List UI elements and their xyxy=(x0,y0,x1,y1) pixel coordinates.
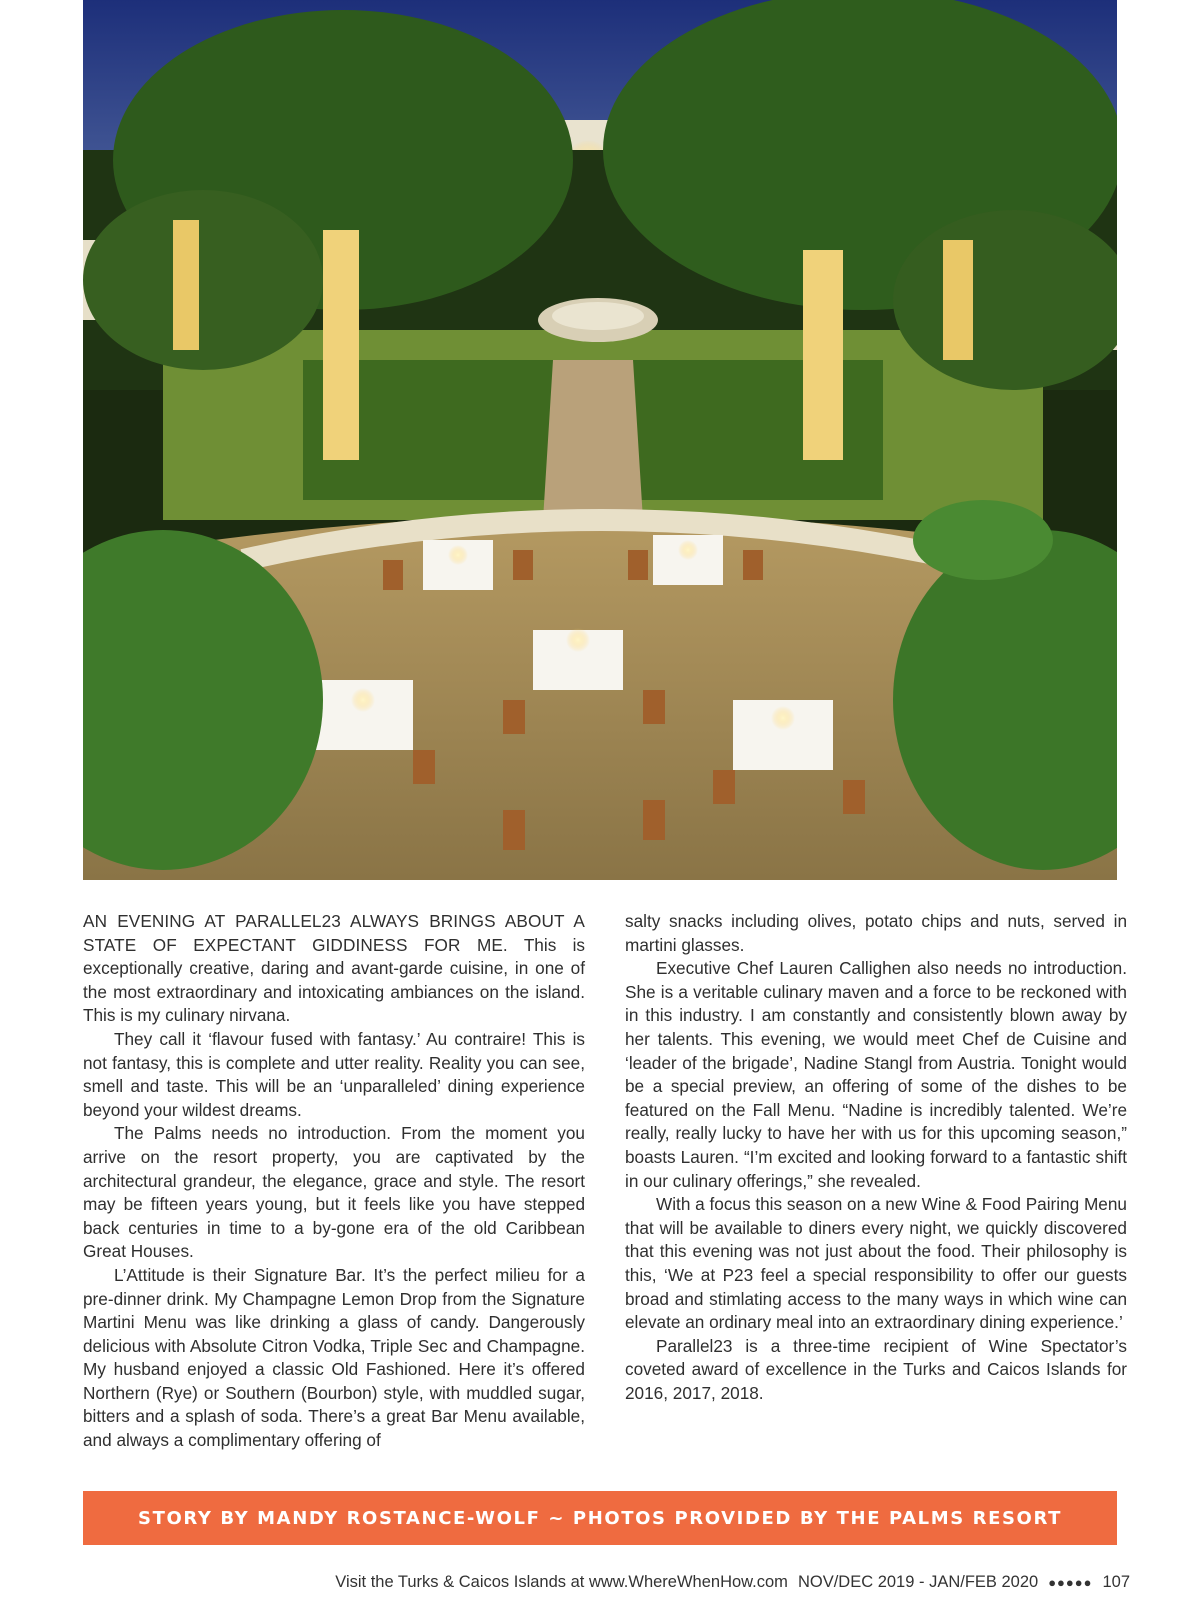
page-footer xyxy=(335,1570,1130,1594)
article-paragraph: The Palms needs no introduction. From the moment you arrive on the resort property, you are captivated by the architectural grandeur, the elegance, grace and style. The resort may be fifteen years young, but it feels like you have stepped back centuries in time to a by-gone era of the old Caribbean Great Houses. xyxy=(83,1123,585,1262)
article-columns xyxy=(83,910,1127,1451)
footer-issue-date: NOV/DEC 2019 - JAN/FEB 2020 xyxy=(797,1572,1039,1591)
article-lead-caps: AN EVENING AT PARALLEL23 ALWAYS BRINGS ABOUT A STATE OF EXPECTANT GIDDINESS FOR ME. xyxy=(83,911,585,955)
article-paragraph: With a focus this season on a new Wine & Food Pairing Menu that will be available to diners every night, we quickly discovered that this evening was not just about the food. Their philosophy is this, ‘We at P23 feel a special responsibility to offer our guests broad and stimlating access to the many ways in which wine can elevate an ordinary meal into an extraordinary dining experience.’ xyxy=(625,1194,1127,1333)
page-number: 107 xyxy=(1102,1572,1130,1591)
article-paragraph: salty snacks including olives, potato chips and nuts, served in martini glasses. xyxy=(625,911,1127,955)
article-paragraph: L’Attitude is their Signature Bar. It’s the perfect milieu for a pre-dinner drink. My Champagne Lemon Drop from the Signature Martini Menu was like drinking a glass of candy. Dangerously delicious with Absolute Citron Vodka, Triple Sec and Champagne. My husband enjoyed a classic Old Fashioned. Here it’s offered Northern (Rye) or Southern (Bourbon) style, with muddled sugar, bitters and a splash of soda. There’s a great Bar Menu available, and always a complimentary offering of xyxy=(83,1264,585,1451)
article-paragraph: Parallel23 is a three-time recipient of Wine Spectator’s coveted award of excellence in the Turks and Caicos Islands for 2016, 2017, 2018. xyxy=(625,1335,1127,1403)
article-column-left xyxy=(83,910,585,1453)
courtyard-illustration xyxy=(83,0,1117,880)
article-paragraph: Executive Chef Lauren Callighen also needs no introduction. She is a veritable culinary maven and a force to be reckoned with in this industry. I am constantly and consistently blown away by her talents. This evening, we would meet Chef de Cuisine and ‘leader of the brigade’, Nadine Stangl from Austria. Tonight would be a special preview, an offering of some of the dishes to be featured on the Fall Menu. “Nadine is incredibly talented. We’re really, really lucky to have her with us for this upcoming season,” boasts Lauren. “I’m excited and looking forward to a fantastic shift in our culinary offerings,” she revealed. xyxy=(625,958,1127,1191)
footer-visit-link[interactable]: Visit the Turks & Caicos Islands at www.WhereWhenHow.com xyxy=(335,1572,788,1591)
footer-dots: ●●●●● xyxy=(1048,1574,1093,1590)
article-paragraph: They call it ‘flavour fused with fantasy.’ Au contraire! This is not fantasy, this is complete and utter reality. Reality you can see, smell and taste. This will be an ‘unparalleled’ dining experience beyond your wildest dreams. xyxy=(83,1028,585,1120)
story-credit-bar xyxy=(83,1491,1117,1545)
article-paragraph xyxy=(83,910,585,1028)
story-credit-text: STORY BY MANDY ROSTANCE-WOLF ~ PHOTOS PROVIDED BY THE PALMS RESORT xyxy=(138,1507,1062,1529)
courtyard-restaurant-photo xyxy=(83,0,1117,880)
article-text: This is exceptionally creative, daring and avant-garde cuisine, in one of the most extraordinary and intoxicating ambiances on the island. This is my culinary nirvana. xyxy=(83,934,586,1026)
article-column-right xyxy=(625,910,1127,1405)
